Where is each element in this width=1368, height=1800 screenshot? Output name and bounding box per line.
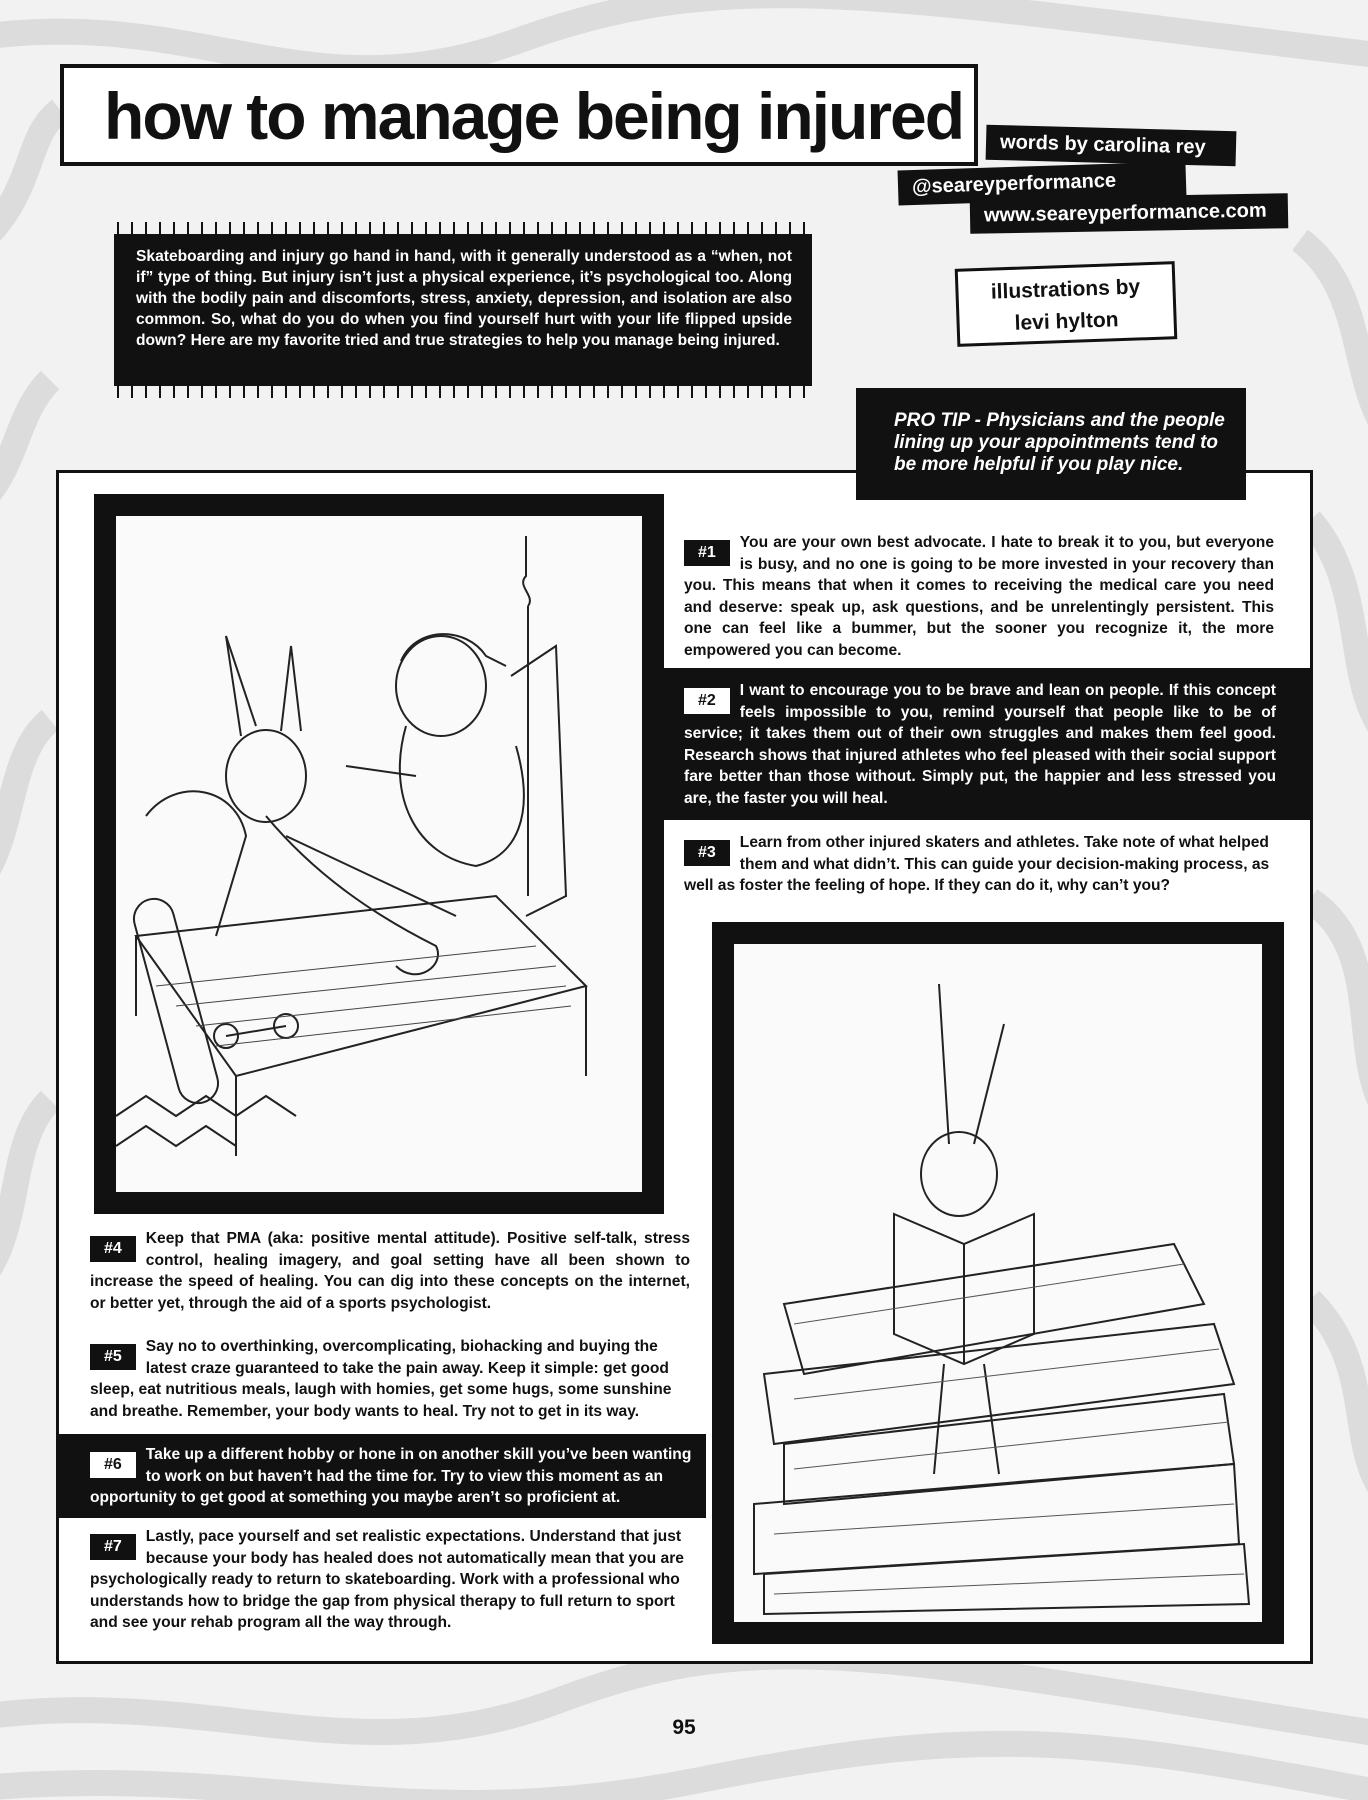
tip-2-text: I want to encourage you to be brave and lean on people. If this concept feels impossible to you, remind yourself that people like to be of service; it takes them out of their own struggles and makes them feel good. Research shows that injured athletes who feel pleased with their social support fare better than those without. Simply put, the happier and less stressed you are, the faster you will heal. [684, 682, 1276, 807]
illustration-reading [712, 922, 1284, 1644]
illustration-reading-art [734, 944, 1262, 1622]
tip-2-number: #2 [684, 688, 730, 714]
tip-3-number: #3 [684, 840, 730, 866]
tip-2 [664, 668, 1312, 820]
ruler-bottom [114, 384, 812, 398]
tip-1-number: #1 [684, 540, 730, 566]
title-box [60, 64, 978, 166]
tip-3-text: Learn from other injured skaters and athletes. Take note of what helped them and what didn’t. This can guide your decision-making process, as well as foster the feeling of hope. If they can do it, why can’t you? [684, 834, 1270, 894]
tip-5 [86, 1334, 696, 1422]
page-number: 95 [672, 1716, 696, 1739]
ruler-top [114, 222, 812, 236]
illustration-bedside [94, 494, 664, 1214]
intro-text: Skateboarding and injury go hand in hand, with it generally understood as a “when, not if” type of thing. But injury isn’t just a physical experience, it’s psychological too. Along with the bodily pain and discomforts, stress, anxiety, depression, and isolation are also common. So, what do you do when you find yourself hurt with your life flipped upside down? Here are my favorite tried and true strategies to help you manage being injured. [114, 236, 812, 384]
tip-4-number: #4 [90, 1236, 136, 1262]
illustration-bedside-art [116, 516, 642, 1192]
tip-3 [664, 830, 1280, 897]
tip-7-text: Lastly, pace yourself and set realistic expectations. Understand that just because your body has healed does not automatically mean that you are psychologically ready to return to skateboarding. Work with a professional who understands how to bridge the gap from physical therapy to full return to sport and see your rehab program all the way through. [90, 1528, 684, 1631]
tip-6-number: #6 [90, 1452, 136, 1478]
pro-tip: PRO TIP - Physicians and the people lining up your appointments tend to be more helpful if you play nice. [856, 388, 1246, 500]
tip-1-text: You are your own best advocate. I hate to break it to you, but everyone is busy, and no one is going to be more invested in your recovery than you. This means that when it comes to receiving the medical care you need and deserve: speak up, ask questions, and be unrelentingly persistent. This one can feel like a bummer, but the sooner you recognize it, the more empowered you can become. [684, 534, 1274, 659]
bedside-drawing [116, 516, 642, 1192]
tip-4 [86, 1226, 696, 1314]
reading-drawing [734, 944, 1262, 1622]
tip-7 [86, 1524, 696, 1634]
tip-1 [664, 530, 1280, 661]
illustrator-credit [955, 261, 1178, 347]
tip-4-text: Keep that PMA (aka: positive mental attitude). Positive self-talk, stress control, healing imagery, and goal setting have all been shown to increase the speed of healing. You can dig into these concepts on the internet, or better yet, through the aid of a sports psychologist. [90, 1230, 690, 1312]
author-website: www.seareyperformance.com [970, 193, 1289, 234]
article-title: how to manage being injured [104, 79, 964, 153]
author-handle: @seareyperformance [898, 161, 1187, 205]
tip-5-number: #5 [90, 1344, 136, 1370]
tip-6-text: Take up a different hobby or hone in on another skill you’ve been wanting to work on but haven’t had the time for. Try to view this moment as an opportunity to get good at something you maybe aren’t so proficient at. [90, 1446, 692, 1506]
intro-block [114, 222, 812, 398]
illustrator-label: illustrations by [990, 275, 1141, 304]
tip-7-number: #7 [90, 1534, 136, 1560]
tip-5-text: Say no to overthinking, overcomplicating, biohacking and buying the latest craze guaranteed to take the pain away. Keep it simple: get good sleep, eat nutritious meals, laugh with homies, get some hugs, some sunshine and breathe. Remember, your body wants to heal. Try not to get in its way. [90, 1338, 672, 1420]
illustrator-name: levi hylton [1014, 308, 1119, 335]
tip-6 [56, 1434, 706, 1518]
author-credit: words by carolina rey [986, 125, 1237, 167]
